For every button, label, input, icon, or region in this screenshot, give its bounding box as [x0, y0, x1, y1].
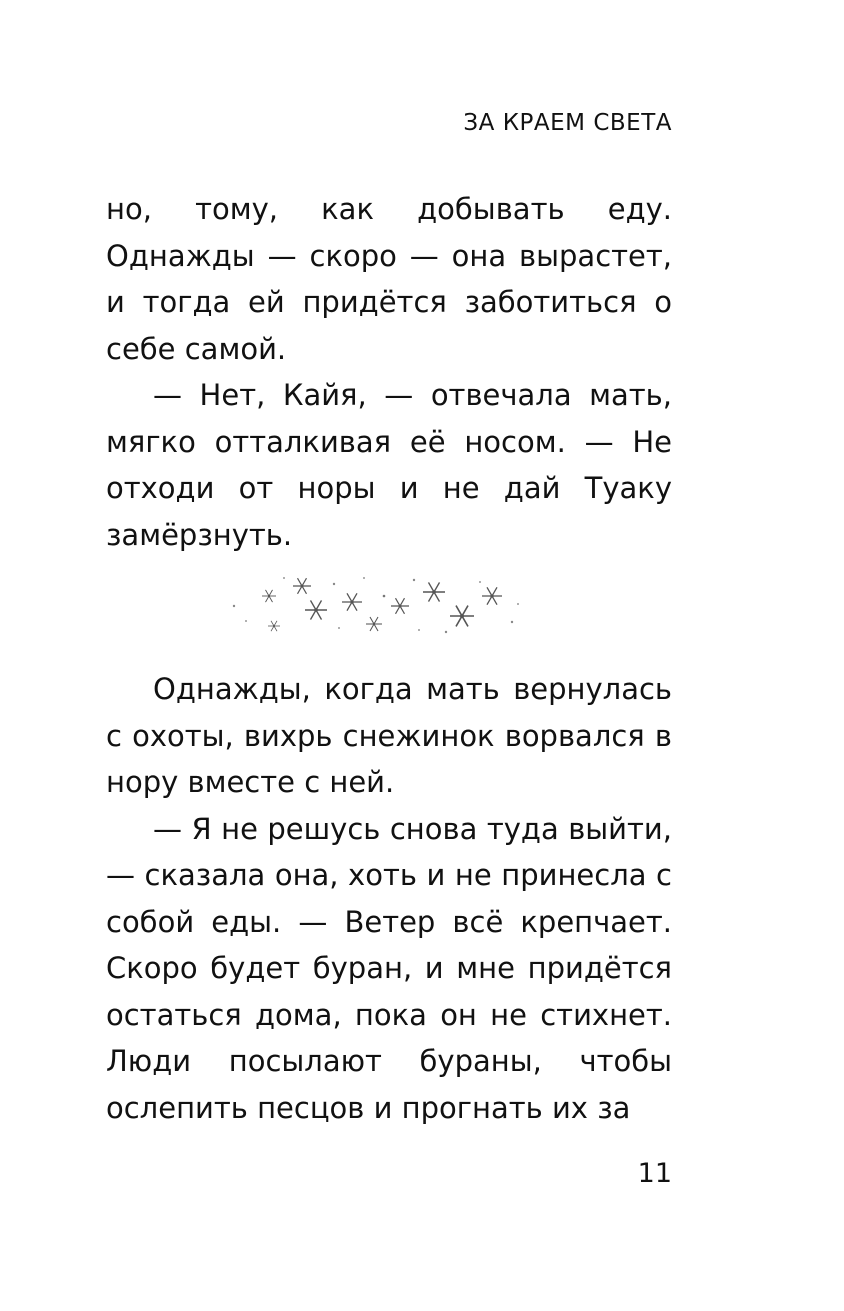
paragraph: — Нет, Кайя, — отвечала мать, мягко отталкивая её носом. — Не отходи от норы и не дай Туаку замёрзнуть. [106, 378, 672, 552]
text-section-1 [106, 186, 672, 558]
paragraph: но, тому, как добывать еду. Однажды — скоро — она вырастет, и тогда ей придётся заботиться о себе самой. [106, 192, 672, 366]
paragraph: Однажды, когда мать вернулась с охоты, вихрь снежинок ворвался в нору вместе с ней. [106, 672, 672, 799]
page-number: 11 [637, 1158, 672, 1189]
paragraph: — Я не решусь снова туда выйти, — сказала она, хоть и не принесла с собой еды. — Ветер всё крепчает. Скоро будет буран, и мне придётся остаться дома, пока он не стихнет. Люди посылают бураны, чтобы ослепить песцов и прогнать их за [106, 811, 672, 1125]
snowflakes-ornament-icon [224, 566, 524, 646]
text-section-2 [106, 666, 672, 1131]
running-header: ЗА КРАЕМ СВЕТА [463, 110, 672, 136]
